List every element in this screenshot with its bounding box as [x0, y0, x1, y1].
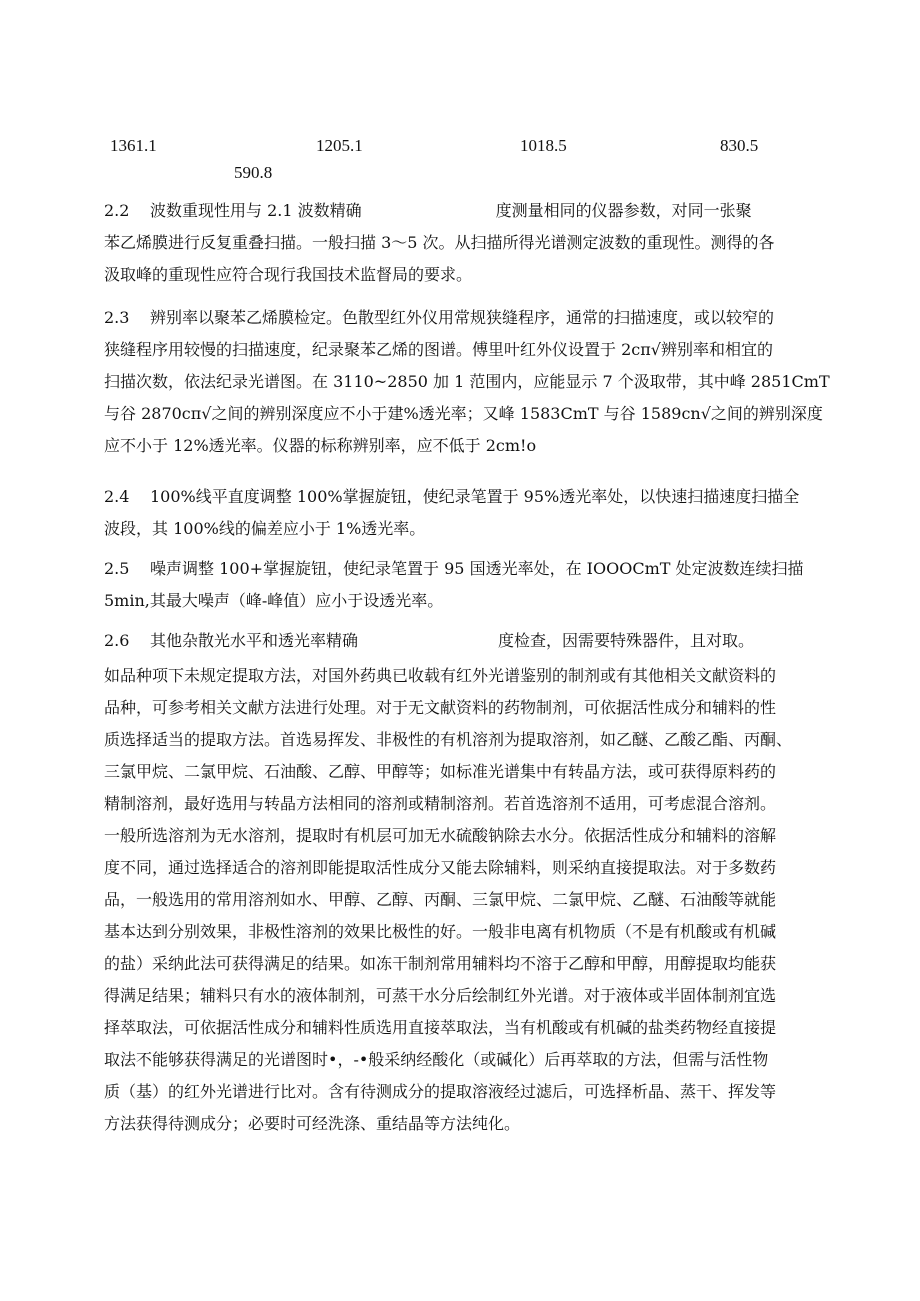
- paragraph-line: 狭缝程序用较慢的扫描速度，纪录聚苯乙烯的图谱。傅里叶红外仪设置于 2cπ√辨别率和相宜的: [104, 340, 773, 359]
- paragraph-line: 一般所选溶剂为无水溶剂，提取时有机层可加无水硫酸钠除去水分。依据活性成分和辅料的溶解: [104, 826, 777, 845]
- section-2-2: [104, 195, 820, 291]
- extraction-method-paragraph: [104, 660, 820, 1140]
- wavenumber-value: 1205.1: [316, 136, 363, 155]
- paragraph-line: 应不小于 12%透光率。仪器的标称辨别率，应不低于 2cm!o: [104, 436, 537, 455]
- wavenumber-row: [0, 136, 920, 158]
- paragraph-line: 度不同，通过选择适合的溶剂即能提取活性成分又能去除辅料，则采纳直接提取法。对于多数药: [104, 858, 777, 877]
- section-number: 2.2: [104, 201, 130, 220]
- section-number: 2.6: [104, 631, 130, 650]
- wavenumber-value: 1361.1: [110, 136, 157, 155]
- paragraph-line: 扫描次数，依法纪录光谱图。在 3110~2850 加 1 范围内，应能显示 7 个汲取带，其中峰 2851CmT: [104, 372, 830, 391]
- paragraph-line: 品种，可参考相关文献方法进行处理。对于无文献资料的药物制剂，可依据活性成分和辅料的性: [104, 698, 777, 717]
- paragraph-line: 苯乙烯膜进行反复重叠扫描。一般扫描 3～5 次。从扫描所得光谱测定波数的重现性。测得的各: [104, 233, 775, 252]
- paragraph-line: 方法获得待测成分；必要时可经洗涤、重结晶等方法纯化。: [104, 1114, 521, 1133]
- section-2-4: [104, 481, 820, 545]
- paragraph-line: 2.4 100%线平直度调整 100%掌握旋钮，使纪录笔置于 95%透光率处，以快速扫描速度扫描全: [104, 481, 820, 513]
- paragraph-line: 波段，其 100%线的偏差应小于 1%透光率。: [104, 519, 426, 538]
- section-2-6: [104, 625, 820, 657]
- wavenumber-value: 1018.5: [520, 136, 567, 155]
- paragraph-line: 2.5 噪声调整 100+掌握旋钮，使纪录笔置于 95 国透光率处，在 IOOOCmT 处定波数连续扫描: [104, 553, 820, 585]
- paragraph-line: 得满足结果；辅料只有水的液体制剂，可蒸干水分后绘制红外光谱。对于液体或半固体制剂宜选: [104, 986, 777, 1005]
- paragraph-line: 质（基）的红外光谱进行比对。含有待测成分的提取溶液经过滤后，可选择析晶、蒸干、挥发等: [104, 1082, 777, 1101]
- paragraph-line: 5min,其最大噪声（峰-峰值）应小于设透光率。: [104, 591, 444, 610]
- section-2-3: [104, 302, 830, 462]
- section-2-5: [104, 553, 820, 617]
- wavenumber-value: 590.8: [234, 163, 273, 182]
- paragraph-line: 的盐）采纳此法可获得满足的结果。如冻干制剂常用辅料均不溶于乙醇和甲醇，用醇提取均能获: [104, 954, 777, 973]
- paragraph-line: 2.2 波数重现性用与 2.1 波数精确 度测量相同的仪器参数，对同一张聚: [104, 195, 820, 227]
- paragraph-line: 汲取峰的重现性应符合现行我国技术监督局的要求。: [104, 265, 473, 284]
- paragraph-line: 取法不能够获得满足的光谱图时•，-•般采纳经酸化（或碱化）后再萃取的方法，但需与活性物: [104, 1050, 769, 1069]
- paragraph-line: 品，一般选用的常用溶剂如水、甲醇、乙醇、丙酮、三氯甲烷、二氯甲烷、乙醚、石油酸等就能: [104, 890, 777, 909]
- paragraph-line: 三氯甲烷、二氯甲烷、石油酸、乙醇、甲醇等；如标准光谱集中有转晶方法，或可获得原料药的: [104, 762, 777, 781]
- paragraph-line: 基本达到分别效果，非极性溶剂的效果比极性的好。一般非电离有机物质（不是有机酸或有机碱: [104, 922, 777, 941]
- paragraph-line: 2.6 其他杂散光水平和透光率精确 度检查，因需要特殊器件，且对取。: [104, 625, 820, 657]
- section-number: 2.4: [104, 487, 130, 506]
- section-number: 2.5: [104, 559, 130, 578]
- paragraph-line: 质选择适当的提取方法。首选易挥发、非极性的有机溶剂为提取溶剂，如乙醚、乙酸乙酯、丙酮、: [104, 730, 793, 749]
- paragraph-line: 如品种项下未规定提取方法，对国外药典已收载有红外光谱鉴别的制剂或有其他相关文献资料的: [104, 666, 777, 685]
- paragraph-line: 与谷 2870cπ√之间的辨别深度应不小于建%透光率；又峰 1583CmT 与谷 1589cn√之间的辨别深度: [104, 404, 823, 423]
- wavenumber-value: 830.5: [720, 136, 759, 155]
- paragraph-line: 2.3 辨别率以聚苯乙烯膜检定。色散型红外仪用常规狭缝程序，通常的扫描速度，或以较窄的: [104, 302, 820, 334]
- paragraph-line: 择萃取法，可依据活性成分和辅料性质选用直接萃取法，当有机酸或有机碱的盐类药物经直接提: [104, 1018, 777, 1037]
- paragraph-line: 精制溶剂，最好选用与转晶方法相同的溶剂或精制溶剂。若首选溶剂不适用，可考虑混合溶剂。: [104, 794, 777, 813]
- section-number: 2.3: [104, 308, 130, 327]
